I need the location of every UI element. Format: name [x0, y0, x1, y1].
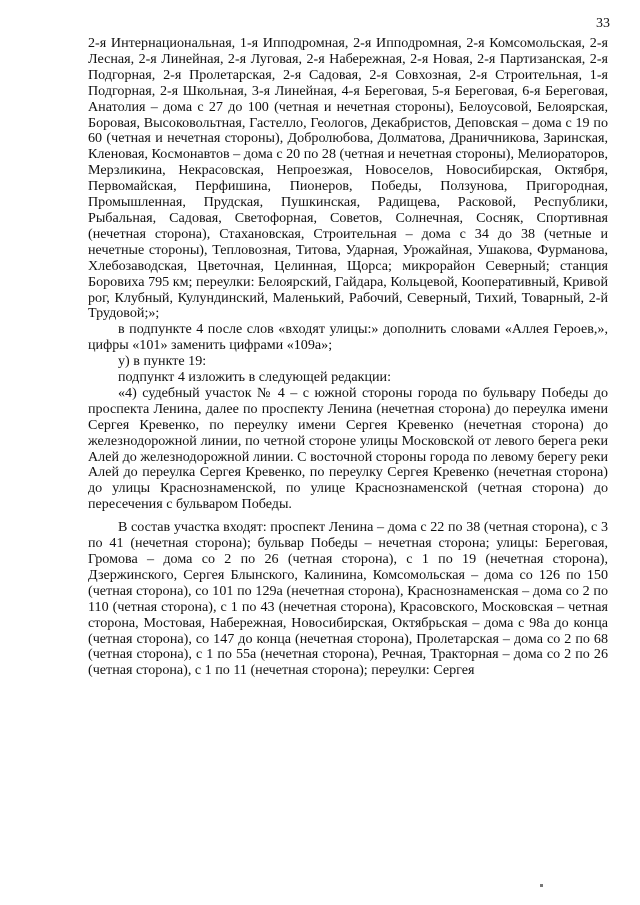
paragraph-point-19: у) в пункте 19: — [118, 353, 207, 370]
page-number: 33 — [596, 16, 610, 31]
paragraph-subpoint-4-amendment: в подпункте 4 после слов «входят улицы:» дополнить словами «Аллея Героев,», цифры «101» заменить цифрами «109а»; — [88, 321, 608, 354]
paragraph-court-district-4: «4) судебный участок № 4 – с южной стороны города по бульвару Победы до проспекта Ленина, далее по проспекту Ленина (нечетная сторона) до переулка имени Сергея Кревенко, по переулку имени Сергея Кревенко (нечетная сторона) до железнодорожной линии, по четной стороне улицы Московской от левого берега реки Алей до железнодорожной линии. С восточной стороны города по левому берегу реки Алей до переулка Сергея Кревенко, по переулку Сергея Кревенко (нечетная сторона) до улицы Краснознаменской, по улице Краснознаменской (четная сторона) до пересечения с бульваром Победы. — [88, 384, 608, 513]
paragraph-street-list: 2-я Интернациональная, 1-я Ипподромная, 2-я Ипподромная, 2-я Комсомольская, 2-я Лесная, 2-я Линейная, 2-я Луговая, 2-я Набережная, 2-я Новая, 2-я Партизанская, 2-я Подгорная, 2-я Пролетарская, 2-я Садовая, 2-я Совхозная, 2-я Строительная, 1-я Подгорная, 2-я Школьная, 3-я Линейная, 4-я Береговая, 5-я Береговая, 6-я Береговая, Анатолия – дома с 27 до 100 (четная и нечетная стороны), Белоусовой, Белоярская, Боровая, Высоковольтная, Гастелло, Геологов, Декабристов, Деповская – дома с 19 по 60 (четная и нечетная стороны), Добролюбова, Долматова, Драничникова, Заринская, Кленовая, Космонавтов – дома с 20 по 28 (четная и нечетная стороны), Мелиораторов, Мерзликина, Некрасовская, Непроезжая, Новоселов, Новосибирская, Октября, Первомайская, Перфишина, Пионеров, Победы, Ползунова, Пригородная, Промышленная, Прудская, Пушкинская, Радищева, Расковой, Республики, Рыбальная, Садовая, Светофорная, Советов, Солнечная, Сосняк, Спортивная (нечетная сторона), Стахановская, Строительная – дома с 34 до 38 (четные и нечетные стороны), Тепловозная, Титова, Ударная, Урожайная, Ушакова, Фурманова, Хлебозаводская, Цветочная, Целинная, Щорса; микрорайон Северный; станция Боровиха 795 км; переулки: Белоярский, Гайдара, Кольцевой, Кооперативный, Кривой рог, Клубный, Кулундинский, Маленький, Рабочий, Северный, Тихий, Товарный, 2-й Трудовой;»; — [88, 35, 608, 322]
document-body — [88, 36, 608, 679]
paragraph-subpoint-4-intro: подпункт 4 изложить в следующей редакции: — [118, 369, 392, 386]
paragraph-district-composition: В состав участка входят: проспект Ленина – дома с 22 по 38 (четная сторона), с 3 по 41 (нечетная сторона); бульвар Победы – нечетная сторона; улицы: Береговая, Громова – дома со 2 по 26 (четная сторона), с 1 по 19 (нечетная сторона), Дзержинского, Сергея Блынского, Калинина, Комсомольская – дома со 126 по 150 (четная сторона), со 101 по 129а (нечетная сторона), Краснознаменская – дома со 2 по 110 (четная сторона), с 1 по 43 (нечетная сторона), Красовского, Московская – четная сторона, Мостовая, Набережная, Новосибирская, Октябрьская – дома с 98а до конца (четная сторона), со 147 до конца (нечетная сторона), Пролетарская – дома со 2 по 68 (четная сторона), с 1 по 55а (нечетная сторона), Речная, Тракторная – дома со 2 по 26 (четная сторона), с 1 по 11 (нечетная сторона); переулки: Сергея — [88, 519, 608, 679]
scan-speck — [540, 884, 543, 887]
